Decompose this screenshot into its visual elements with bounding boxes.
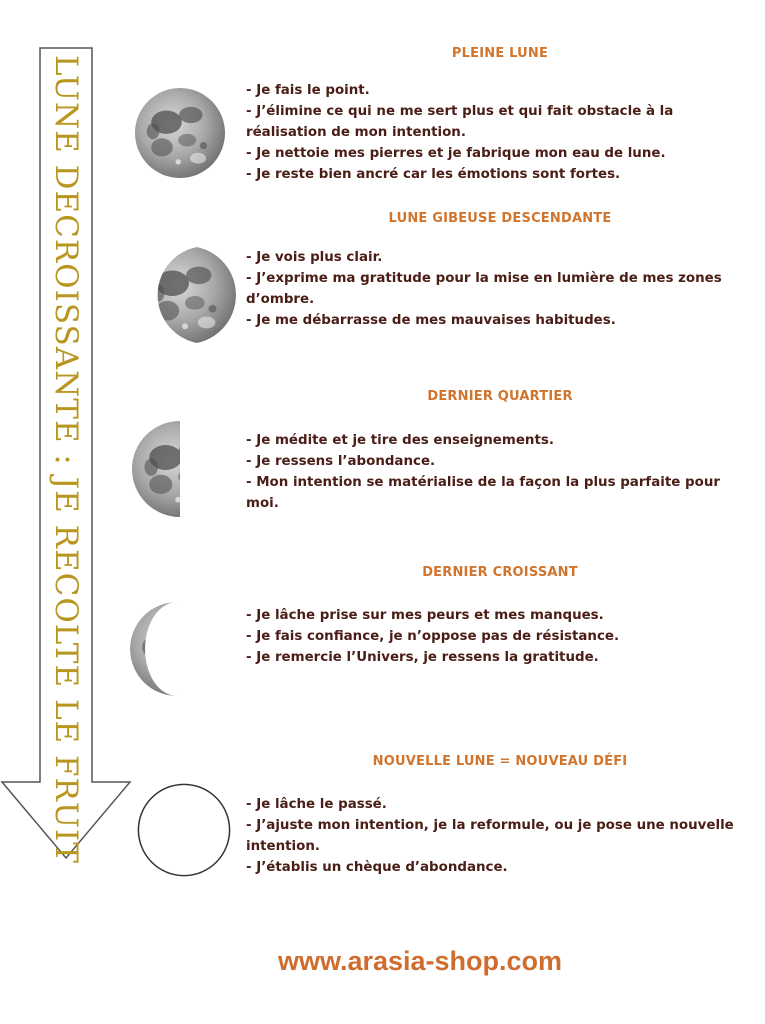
section-list-dernier-croissant — [246, 605, 756, 668]
section-list-pleine-lune — [246, 80, 756, 185]
section-title-pleine-lune: PLEINE LUNE — [451, 46, 549, 61]
section-title-nouvelle-lune: NOUVELLE LUNE = NOUVEAU DÉFI — [372, 754, 628, 769]
list-item: - Je fais le point. — [246, 83, 370, 98]
section-list-dernier-quartier — [246, 430, 756, 514]
section-title-dernier-croissant: DERNIER CROISSANT — [422, 565, 578, 580]
new-moon-icon — [137, 783, 231, 877]
full-moon-icon — [135, 88, 225, 178]
list-item: - Je médite et je tire des enseignements. — [246, 433, 554, 448]
waning-crescent-moon-icon — [130, 602, 224, 696]
list-item: - Je ressens l’abondance. — [246, 454, 436, 469]
section-list-lune-gibeuse — [246, 247, 756, 331]
list-item: - Je lâche le passé. — [246, 797, 387, 812]
waning-gibbous-moon-icon — [138, 246, 236, 344]
section-list-nouvelle-lune — [246, 794, 756, 878]
section-title-lune-gibeuse: LUNE GIBEUSE DESCENDANTE — [388, 211, 612, 226]
list-item: - J’exprime ma gratitude pour la mise en lumière de mes zones d’ombre. — [246, 271, 722, 307]
list-item: - Mon intention se matérialise de la façon la plus parfaite pour moi. — [246, 475, 720, 511]
list-item: - Je remercie l’Univers, je ressens la gratitude. — [246, 650, 599, 665]
list-item: - Je reste bien ancré car les émotions sont fortes. — [246, 167, 621, 182]
list-item: - Je nettoie mes pierres et je fabrique mon eau de lune. — [246, 146, 666, 161]
list-item: - Je lâche prise sur mes peurs et mes manques. — [246, 608, 604, 623]
section-title-dernier-quartier: DERNIER QUARTIER — [427, 389, 573, 404]
list-item: - Je me débarrasse de mes mauvaises habitudes. — [246, 313, 616, 328]
list-item: - Je vois plus clair. — [246, 250, 383, 265]
last-quarter-moon-icon — [132, 421, 228, 517]
list-item: - J’ajuste mon intention, je la reformule, ou je pose une nouvelle intention. — [246, 818, 734, 854]
list-item: - J’élimine ce qui ne me sert plus et qui fait obstacle à la réalisation de mon intention. — [246, 104, 674, 140]
list-item: - Je fais confiance, je n’oppose pas de résistance. — [246, 629, 620, 644]
list-item: - J’établis un chèque d’abondance. — [246, 860, 508, 875]
arrow-label: LUNE DECROISSANTE : JE RECOLTE LE FRUIT — [48, 55, 84, 864]
website-link[interactable]: www.arasia-shop.com — [277, 946, 563, 976]
